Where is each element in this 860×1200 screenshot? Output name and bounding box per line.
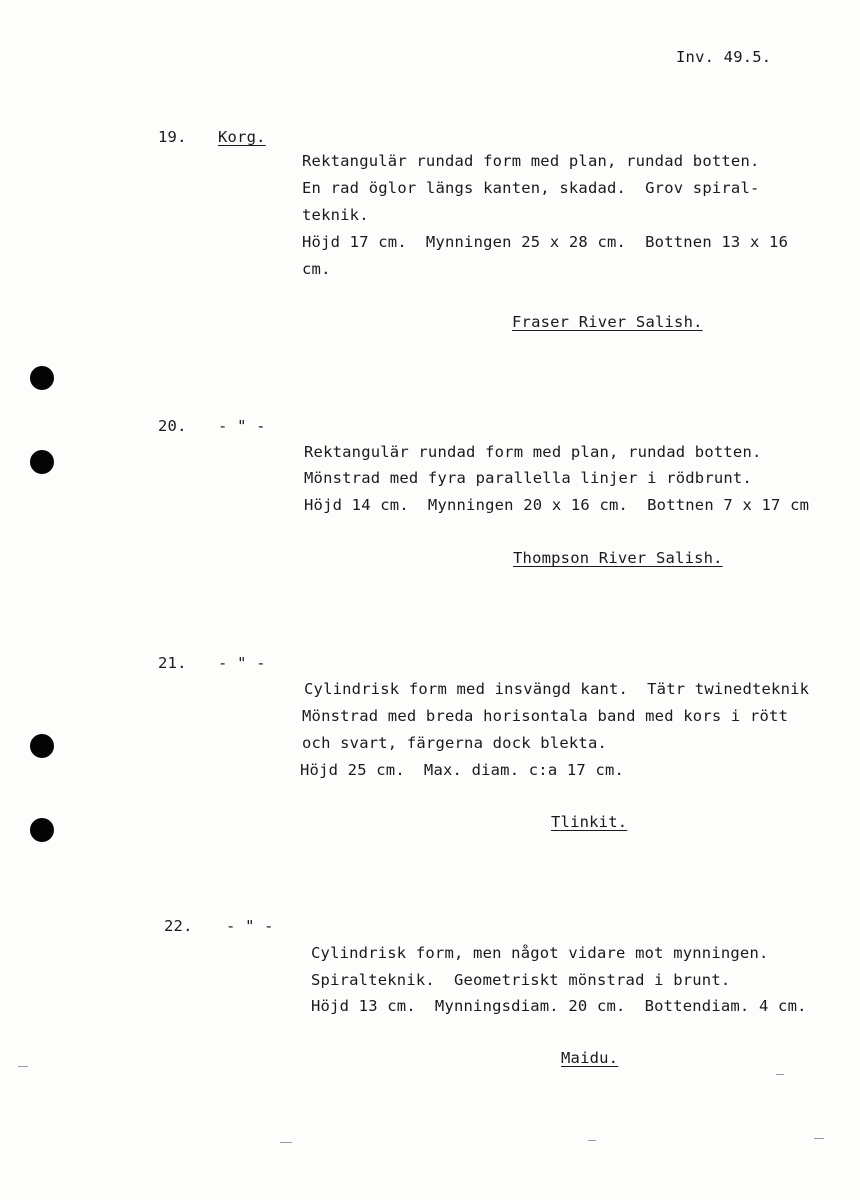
entry-line: Spiralteknik. Geometriskt mönstrad i brunt. bbox=[311, 971, 731, 989]
punch-hole bbox=[30, 734, 54, 758]
entry-line: Höjd 13 cm. Mynningsdiam. 20 cm. Bottendiam. 4 cm. bbox=[311, 997, 807, 1015]
entry-line: Mönstrad med fyra parallella linjer i rödbrunt. bbox=[304, 469, 752, 487]
entry-line: En rad öglor längs kanten, skadad. Grov spiral- bbox=[302, 179, 760, 197]
entry-line: Höjd 17 cm. Mynningen 25 x 28 cm. Bottnen 13 x 16 bbox=[302, 233, 789, 251]
entry-line: Rektangulär rundad form med plan, rundad botten. bbox=[304, 443, 762, 461]
entry-line: Mönstrad med breda horisontala band med kors i rött bbox=[302, 707, 789, 725]
entry-line: Cylindrisk form med insvängd kant. Tätr twinedteknik bbox=[304, 680, 810, 698]
entry-line: Cylindrisk form, men något vidare mot mynningen. bbox=[311, 944, 769, 962]
entry-line: och svart, färgerna dock blekta. bbox=[302, 734, 608, 752]
entry-title: - " - bbox=[218, 417, 266, 435]
entry-number: 22. bbox=[164, 917, 193, 935]
punch-hole bbox=[30, 818, 54, 842]
entry-title: - " - bbox=[226, 917, 274, 935]
inventory-number: Inv. 49.5. bbox=[676, 48, 772, 66]
entry-origin: Fraser River Salish. bbox=[512, 313, 703, 331]
entry-line: cm. bbox=[302, 260, 331, 278]
punch-hole bbox=[30, 450, 54, 474]
entry-title: - " - bbox=[218, 654, 266, 672]
entry-title: Korg. bbox=[218, 128, 266, 146]
entry-line: Rektangulär rundad form med plan, rundad botten. bbox=[302, 152, 760, 170]
entry-origin: Maidu. bbox=[561, 1049, 619, 1067]
punch-hole bbox=[30, 366, 54, 390]
scan-speck bbox=[814, 1138, 824, 1139]
scan-speck bbox=[18, 1066, 28, 1067]
entry-origin: Tlinkit. bbox=[551, 813, 628, 831]
scan-speck bbox=[588, 1140, 596, 1141]
entry-line: Höjd 25 cm. Max. diam. c:a 17 cm. bbox=[300, 761, 625, 779]
entry-origin: Thompson River Salish. bbox=[513, 549, 723, 567]
entry-line: teknik. bbox=[302, 206, 369, 224]
entry-number: 19. bbox=[158, 128, 187, 146]
scan-speck bbox=[776, 1074, 784, 1075]
entry-line: Höjd 14 cm. Mynningen 20 x 16 cm. Bottnen 7 x 17 cm bbox=[304, 496, 810, 514]
entry-number: 21. bbox=[158, 654, 187, 672]
entry-number: 20. bbox=[158, 417, 187, 435]
scan-speck bbox=[280, 1142, 292, 1143]
